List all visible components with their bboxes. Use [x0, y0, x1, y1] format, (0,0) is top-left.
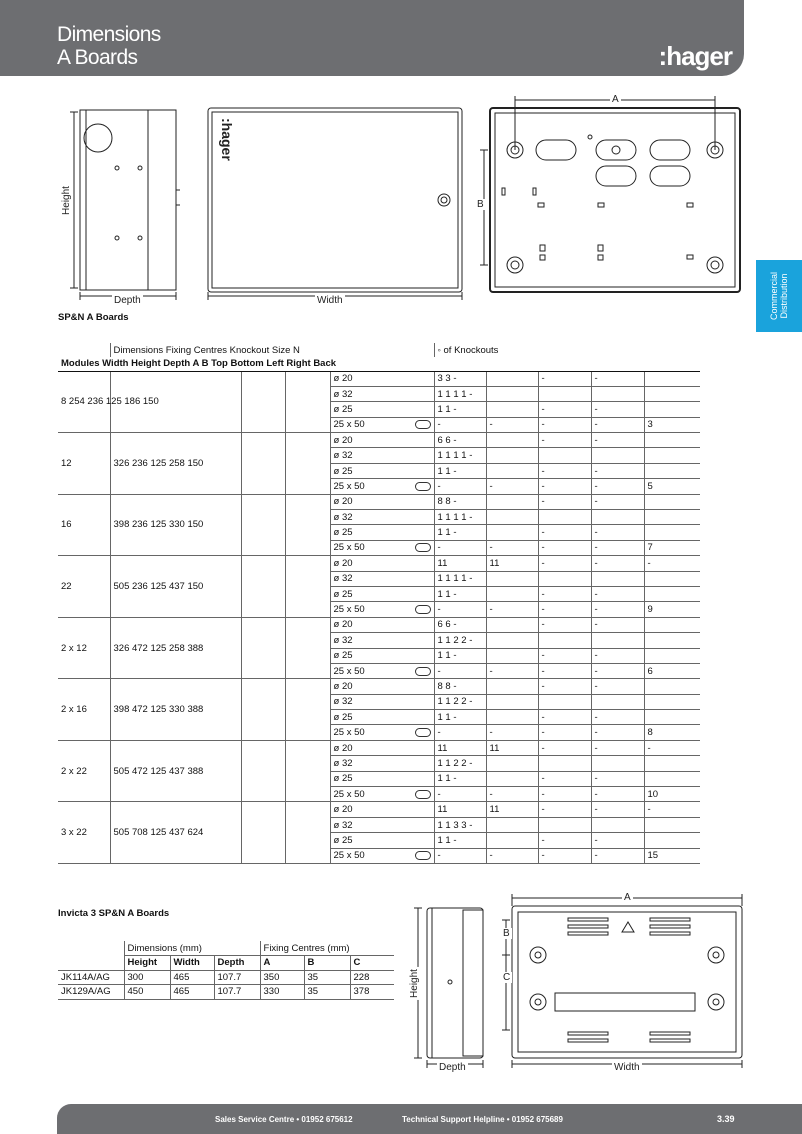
knockout-size-text: ø 32	[333, 388, 353, 400]
sales-service-centre: Sales Service Centre • 01952 675612	[215, 1115, 353, 1124]
knockout-count-cell: -	[644, 802, 700, 817]
page-title-line1: Dimensions	[57, 23, 161, 46]
knockout-size-text: ø 25	[333, 650, 353, 662]
knockout-size-text: 25 x 50	[333, 850, 365, 862]
cell: 107.7	[214, 970, 260, 985]
knockout-size-text: ø 32	[333, 634, 353, 646]
side-tab-line2: Distribution	[779, 273, 789, 319]
page-number: 3.39	[717, 1114, 735, 1124]
module-label: 2 x 22	[58, 740, 110, 802]
knockout-count-cell: 15	[644, 848, 700, 863]
knockout-count-cell: 1 1 3 3 -	[434, 817, 486, 832]
knockout-count-cell: -	[538, 663, 591, 678]
knockout-count-cell: 6 6 -	[434, 433, 486, 448]
knockout-size-text: ø 32	[333, 696, 353, 708]
knockout-size-text: ø 32	[333, 757, 353, 769]
cell: 450	[124, 985, 170, 1000]
col-a: A	[260, 956, 304, 971]
knockout-count-cell: -	[538, 740, 591, 755]
knockout-size-text: ø 20	[333, 434, 353, 446]
knockout-count-cell: -	[591, 740, 644, 755]
knockout-count-cell: -	[591, 556, 644, 571]
knockout-count-cell: 10	[644, 787, 700, 802]
product-code: JK114A/AG	[58, 970, 124, 985]
knockout-size-text: 25 x 50	[333, 480, 365, 492]
knockout-count-cell: -	[591, 710, 644, 725]
knockout-size-text: 25 x 50	[333, 604, 365, 616]
knockout-count-cell: -	[486, 417, 538, 432]
knockout-count-cell: 1 1 2 2 -	[434, 694, 486, 709]
knockout-count-cell: 1 1 2 2 -	[434, 756, 486, 771]
knockout-size-text: ø 25	[333, 773, 353, 785]
knockout-count-cell: 1 1 -	[434, 833, 486, 848]
knockout-count-cell: -	[538, 556, 591, 571]
cell: 35	[304, 970, 350, 985]
knockout-count-cell: 1 1 1 1 -	[434, 510, 486, 525]
module-dimensions: 398 472 125 330 388	[110, 679, 241, 741]
knockout-count-cell: 1 1 2 2 -	[434, 633, 486, 648]
knockout-size-text: ø 25	[333, 834, 353, 846]
knockout-count-cell: -	[591, 494, 644, 509]
knockout-count-cell: -	[434, 848, 486, 863]
knockout-count-cell: -	[538, 602, 591, 617]
knockout-count-cell: -	[486, 540, 538, 555]
fixing-a-label: A	[612, 94, 619, 105]
knockout-count-cell: 6 6 -	[434, 617, 486, 632]
knockout-count-cell: 11	[434, 740, 486, 755]
sp-n-a-boards-title: SP&N A Boards	[58, 312, 129, 323]
knockout-size-text: ø 25	[333, 403, 353, 415]
knockout-size-text: 25 x 50	[333, 542, 365, 554]
knockout-count-cell: -	[434, 787, 486, 802]
knockout-size-text: ø 32	[333, 819, 353, 831]
page-title-line2: A Boards	[57, 46, 138, 69]
technical-support-helpline: Technical Support Helpline • 01952 675689	[402, 1115, 563, 1124]
knockout-count-cell: -	[591, 833, 644, 848]
module-label: 3 x 22	[58, 802, 110, 864]
knockout-count-cell: -	[434, 479, 486, 494]
cell: 35	[304, 985, 350, 1000]
knockout-count-cell: -	[538, 787, 591, 802]
knockout-count-cell: -	[434, 540, 486, 555]
knockout-count-cell: -	[434, 417, 486, 432]
knockout-count-cell: -	[591, 433, 644, 448]
knockout-count-cell: -	[538, 417, 591, 432]
knockout-count-cell: -	[538, 433, 591, 448]
col-depth: Depth	[214, 956, 260, 971]
module-dimensions: 326 472 125 258 388	[110, 617, 241, 679]
knockout-count-cell: 6	[644, 663, 700, 678]
knockout-count-cell: -	[591, 417, 644, 432]
knockout-count-cell: 1 1 -	[434, 463, 486, 478]
knockout-count-cell: -	[644, 556, 700, 571]
knockout-size-text: ø 25	[333, 711, 353, 723]
knockout-size-text: ø 32	[333, 511, 353, 523]
knockout-count-cell: 1 1 1 1 -	[434, 571, 486, 586]
knockout-size-text: ø 32	[333, 450, 353, 462]
invicta-fixing-header: Fixing Centres (mm)	[260, 941, 394, 956]
knockout-count-cell: 11	[486, 556, 538, 571]
knockout-count-cell: -	[434, 725, 486, 740]
module-label: 2 x 16	[58, 679, 110, 741]
knockout-count-cell: -	[591, 586, 644, 601]
knockout-count-cell: -	[538, 402, 591, 417]
invicta-c-label: C	[503, 972, 511, 983]
product-code: JK129A/AG	[58, 985, 124, 1000]
cell: 228	[350, 970, 394, 985]
knockout-size-text: ø 20	[333, 804, 353, 816]
knockout-count-cell: 3 3 -	[434, 371, 486, 386]
knockout-count-cell: -	[591, 648, 644, 663]
knockout-count-cell: -	[538, 679, 591, 694]
depth-dimension-label: Depth	[114, 295, 141, 306]
knockout-count-cell: -	[591, 602, 644, 617]
knockout-size-text: ø 25	[333, 465, 353, 477]
knockout-count-cell: -	[644, 740, 700, 755]
knockout-count-cell: -	[591, 463, 644, 478]
module-label: 22	[58, 556, 110, 618]
invicta-a-label: A	[624, 892, 631, 903]
knockout-size-text: ø 25	[333, 588, 353, 600]
cell: 350	[260, 970, 304, 985]
knockout-count-cell: -	[538, 648, 591, 663]
knockout-size-text: ø 20	[333, 373, 353, 385]
knockout-count-cell: -	[538, 848, 591, 863]
invicta-b-label: B	[503, 928, 510, 939]
module-dimensions: 505 472 125 437 388	[110, 740, 241, 802]
knockout-count-cell: 7	[644, 540, 700, 555]
invicta-dimensions-header: Dimensions (mm)	[124, 941, 260, 956]
side-tab-line1: Commercial	[769, 271, 779, 321]
knockout-count-cell: -	[538, 463, 591, 478]
knockout-count-cell: -	[591, 725, 644, 740]
knockout-count-cell: 11	[486, 740, 538, 755]
knockout-size-text: ø 32	[333, 573, 353, 585]
knockout-count-cell: 5	[644, 479, 700, 494]
knockout-count-cell: -	[591, 479, 644, 494]
knockout-count-cell: 1 1 -	[434, 402, 486, 417]
knockout-size-text: ø 20	[333, 681, 353, 692]
knockout-count-cell: -	[538, 540, 591, 555]
cell: 330	[260, 985, 304, 1000]
knockout-size-text: 25 x 50	[333, 727, 365, 739]
cell: 465	[170, 970, 214, 985]
invicta-depth-label: Depth	[439, 1062, 466, 1073]
knockout-size-text: ø 20	[333, 619, 353, 631]
knockout-size-text: ø 20	[333, 742, 353, 754]
knockout-count-cell: -	[486, 479, 538, 494]
knockout-count-cell: -	[538, 802, 591, 817]
module-label: 16	[58, 494, 110, 556]
fixing-b-label: B	[477, 199, 484, 210]
invicta-width-label: Width	[614, 1062, 640, 1073]
knockout-count-cell: -	[538, 494, 591, 509]
height-dimension-label: Height	[60, 186, 72, 215]
col-c: C	[350, 956, 394, 971]
knockout-size-text: 25 x 50	[333, 419, 365, 431]
knockout-count-cell: 11	[434, 802, 486, 817]
header-columns: Modules Width Height Depth A B Top Bottom Left Right Back	[58, 357, 700, 371]
knockout-count-cell: 1 1 -	[434, 648, 486, 663]
module-dimensions: 326 236 125 258 150	[110, 433, 241, 495]
hager-logo: :hager	[658, 41, 732, 71]
knockout-count-cell: -	[538, 725, 591, 740]
module-label: 2 x 12	[58, 617, 110, 679]
knockout-count-cell: -	[538, 479, 591, 494]
front-view-brand: :hager	[219, 118, 235, 161]
invicta-height-label: Height	[408, 969, 420, 998]
knockout-size-text: ø 25	[333, 527, 353, 539]
knockout-count-cell: -	[591, 540, 644, 555]
knockout-count-cell: 1 1 1 1 -	[434, 448, 486, 463]
knockout-count-cell: 1 1 -	[434, 525, 486, 540]
knockout-count-cell: 8 8 -	[434, 679, 486, 694]
knockout-count-cell: 1 1 -	[434, 710, 486, 725]
col-b: B	[304, 956, 350, 971]
knockout-count-cell: 1 1 -	[434, 771, 486, 786]
cell: 107.7	[214, 985, 260, 1000]
knockout-count-cell: -	[591, 787, 644, 802]
knockout-count-cell: -	[538, 710, 591, 725]
module-label: 12	[58, 433, 110, 495]
knockout-count-cell: -	[486, 787, 538, 802]
knockout-count-cell: -	[591, 771, 644, 786]
cell: 300	[124, 970, 170, 985]
knockout-count-cell: 1 1 -	[434, 586, 486, 601]
knockout-count-cell: -	[486, 602, 538, 617]
knockout-count-cell: 3	[644, 417, 700, 432]
knockout-count-cell: -	[591, 848, 644, 863]
knockout-count-cell: -	[591, 663, 644, 678]
knockout-count-cell: -	[591, 617, 644, 632]
knockout-count-cell: 9	[644, 602, 700, 617]
header-number-of-knockouts: ◦ of Knockouts	[434, 343, 700, 357]
knockout-count-cell: -	[538, 525, 591, 540]
col-width: Width	[170, 956, 214, 971]
knockout-count-cell: -	[538, 617, 591, 632]
module-dimensions: 398 236 125 330 150	[110, 494, 241, 556]
knockout-size-text: ø 20	[333, 557, 353, 569]
module-dimensions: 505 708 125 437 624	[110, 802, 241, 864]
knockout-count-cell: -	[538, 586, 591, 601]
knockout-count-cell: -	[434, 663, 486, 678]
knockout-count-cell: 11	[486, 802, 538, 817]
cell: 465	[170, 985, 214, 1000]
knockout-count-cell: -	[591, 371, 644, 386]
knockout-count-cell: 8	[644, 725, 700, 740]
module-label: 8 254 236 125 186 150	[58, 371, 110, 433]
width-dimension-label: Width	[317, 295, 343, 306]
knockout-count-cell: 11	[434, 556, 486, 571]
knockout-count-cell: -	[486, 663, 538, 678]
knockout-count-cell: -	[538, 833, 591, 848]
knockout-count-cell: 1 1 1 1 -	[434, 386, 486, 401]
page-footer	[57, 1104, 802, 1134]
knockout-count-cell: -	[486, 725, 538, 740]
knockout-count-cell: -	[591, 802, 644, 817]
col-height: Height	[124, 956, 170, 971]
knockout-count-cell: -	[434, 602, 486, 617]
knockout-size-text: 25 x 50	[333, 665, 365, 677]
knockout-size-text: ø 20	[333, 496, 353, 508]
knockout-count-cell: -	[538, 371, 591, 386]
knockout-count-cell: -	[486, 848, 538, 863]
knockout-size-text: 25 x 50	[333, 788, 365, 800]
invicta-title: Invicta 3 SP&N A Boards	[58, 908, 170, 919]
module-dimensions: 505 236 125 437 150	[110, 556, 241, 618]
knockout-count-cell: -	[591, 402, 644, 417]
knockout-count-cell: 8 8 -	[434, 494, 486, 509]
knockout-count-cell: -	[591, 679, 644, 694]
knockout-count-cell: -	[538, 771, 591, 786]
header-dimensions-knockout: Dimensions Fixing Centres Knockout Size N	[110, 343, 330, 357]
knockout-count-cell: -	[591, 525, 644, 540]
cell: 378	[350, 985, 394, 1000]
